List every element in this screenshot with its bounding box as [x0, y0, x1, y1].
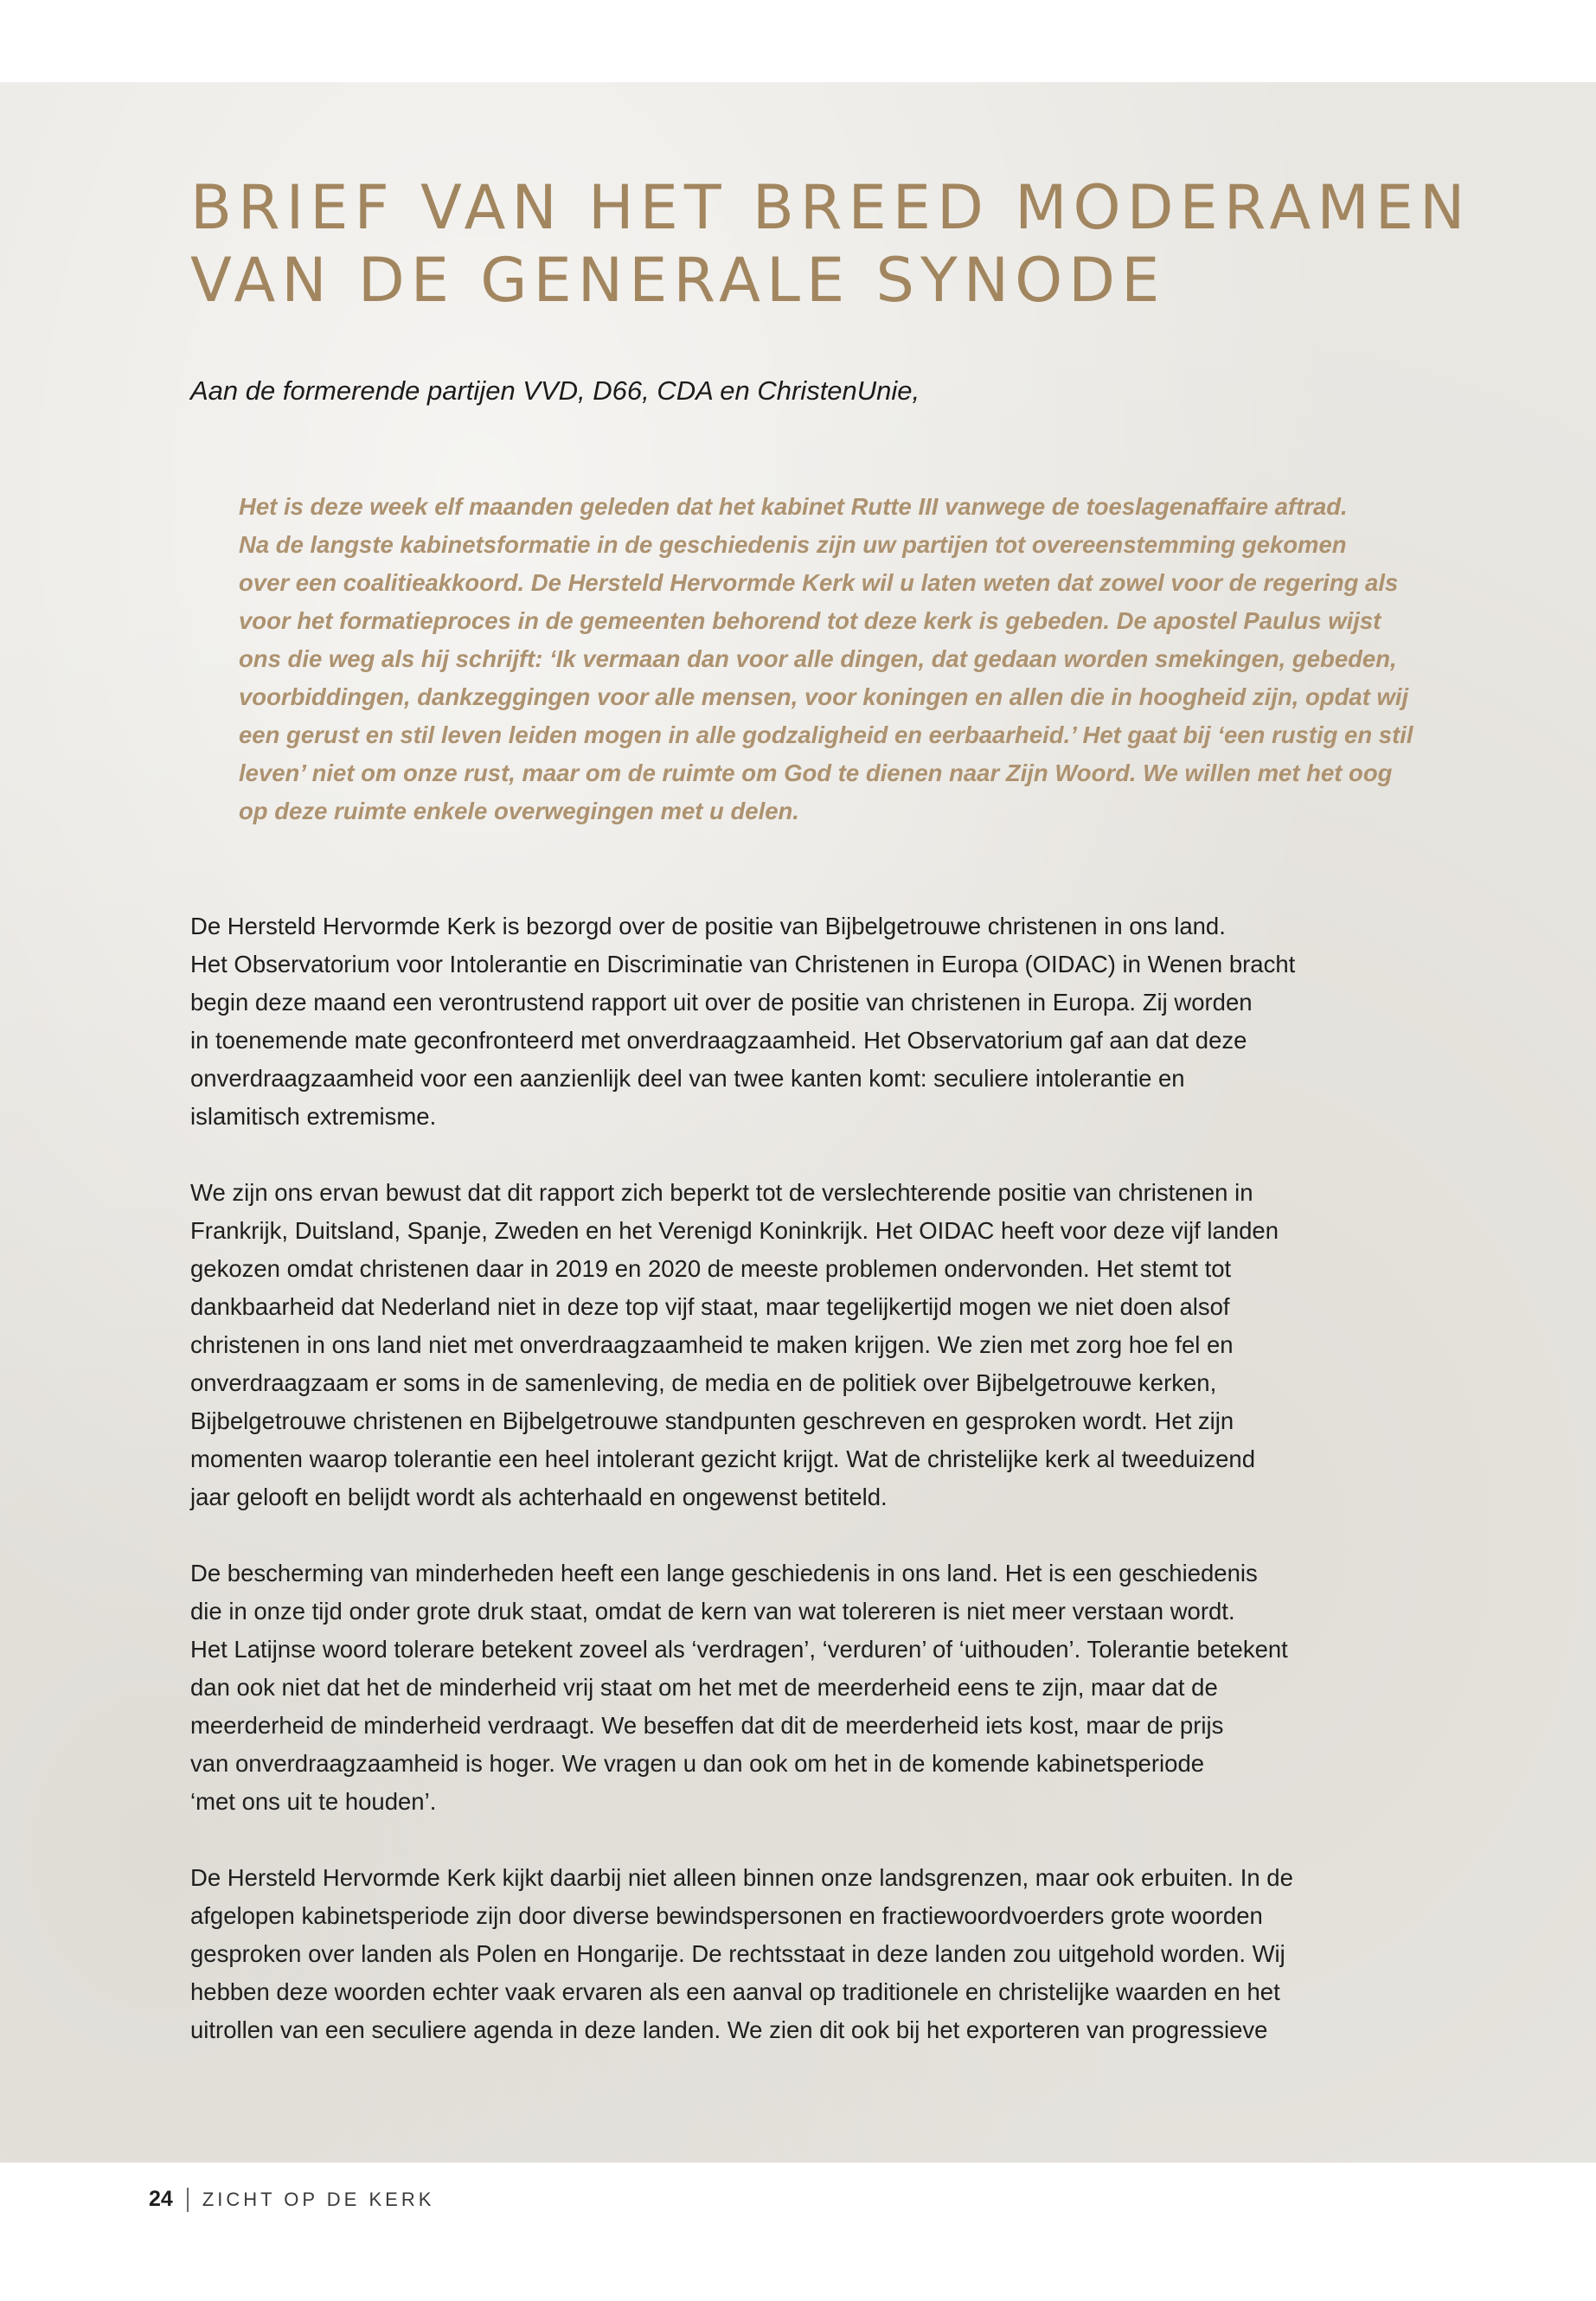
text-line: afgelopen kabinetsperiode zijn door diverse bewindspersonen en fractiewoordvoerders grote woorden — [190, 1902, 1263, 1929]
text-line: islamitisch extremisme. — [190, 1103, 437, 1130]
text-line: die in onze tijd onder grote druk staat, omdat de kern van wat tolereren is niet meer verstaan wordt. — [190, 1598, 1235, 1625]
text-line: dankbaarheid dat Nederland niet in deze top vijf staat, maar tegelijkertijd mogen we niet doen alsof — [190, 1293, 1230, 1320]
paragraph-4 — [190, 1859, 1419, 2049]
text-line: Het Observatorium voor Intolerantie en Discriminatie van Christenen in Europa (OIDAC) in Wenen bracht — [190, 951, 1296, 977]
text-line: Het Latijnse woord tolerare betekent zoveel als ‘verdragen’, ‘verduren’ of ‘uithouden’. Tolerantie betekent — [190, 1636, 1288, 1663]
text-line: hebben deze woorden echter vaak ervaren als een aanval op traditionele en christelijke waarden en het — [190, 1978, 1280, 2005]
title-line: VAN DE GENERALE SYNODE — [190, 245, 1166, 316]
paragraph-1 — [190, 907, 1419, 1136]
text-line: Bijbelgetrouwe christenen en Bijbelgetrouwe standpunten geschreven en gesproken wordt. Het zijn — [190, 1407, 1234, 1434]
text-line: ‘met ons uit te houden’. — [190, 1788, 437, 1815]
text-line: gesproken over landen als Polen en Hongarije. De rechtsstaat in deze landen zou uitgehold worden. Wij — [190, 1940, 1285, 1967]
text-line: onverdraagzaamheid voor een aanzienlijk deel van twee kanten komt: seculiere intolerantie en — [190, 1065, 1185, 1092]
text-line: dan ook niet dat het de minderheid vrij staat om het met de meerderheid eens te zijn, maar dat de — [190, 1674, 1218, 1701]
intro-line: Na de langste kabinetsformatie in de geschiedenis zijn uw partijen tot overeenstemming gekomen — [239, 531, 1347, 558]
text-line: momenten waarop tolerantie een heel intolerant gezicht krijgt. Wat de christelijke kerk al tweeduizend — [190, 1445, 1256, 1472]
paragraph-3 — [190, 1554, 1419, 1821]
intro-line: voor het formatieproces in de gemeenten behorend tot deze kerk is gebeden. De apostel Paulus wijst — [239, 607, 1381, 634]
intro-line: Het is deze week elf maanden geleden dat het kabinet Rutte III vanwege de toeslagenaffaire aftrad. — [239, 493, 1348, 520]
salutation: Aan de formerende partijen VVD, D66, CDA en ChristenUnie, — [190, 375, 920, 406]
text-line: De Hersteld Hervormde Kerk is bezorgd over de positie van Bijbelgetrouwe christenen in ons land. — [190, 913, 1226, 939]
text-line: christenen in ons land niet met onverdraagzaamheid te maken krijgen. We zien met zorg hoe fel en — [190, 1331, 1234, 1358]
publication-name: ZICHT OP DE KERK — [202, 2188, 435, 2210]
text-line: Frankrijk, Duitsland, Spanje, Zweden en het Verenigd Koninkrijk. Het OIDAC heeft voor deze vijf landen — [190, 1217, 1279, 1244]
text-line: De Hersteld Hervormde Kerk kijkt daarbij niet alleen binnen onze landsgrenzen, maar ook erbuiten. In de — [190, 1864, 1293, 1891]
title-line: BRIEF VAN HET BREED MODERAMEN — [190, 172, 1471, 243]
intro-line: over een coalitieakkoord. De Hersteld Hervormde Kerk wil u laten weten dat zowel voor de regering als — [239, 569, 1399, 596]
text-line: begin deze maand een verontrustend rapport uit over de positie van christenen in Europa. Zij worden — [190, 989, 1253, 1016]
intro-line: voorbiddingen, dankzeggingen voor alle mensen, voor koningen en allen die in hoogheid zijn, opdat wij — [239, 683, 1409, 710]
body-text — [190, 907, 1419, 2087]
text-line: uitrollen van een seculiere agenda in deze landen. We zien dit ook bij het exporteren van progressieve — [190, 2016, 1268, 2043]
intro-line: een gerust en stil leven leiden mogen in alle godzaligheid en eerbaarheid.’ Het gaat bij ‘een rustig en stil — [239, 721, 1413, 748]
page-footer — [149, 2187, 434, 2212]
text-line: We zijn ons ervan bewust dat dit rapport zich beperkt tot de verslechterende positie van christenen in — [190, 1179, 1253, 1206]
text-line: jaar gelooft en belijdt wordt als achterhaald en ongewenst betiteld. — [190, 1484, 888, 1510]
intro-line: leven’ niet om onze rust, maar om de ruimte om God te dienen naar Zijn Woord. We willen met het oog — [239, 760, 1393, 786]
footer-divider — [187, 2188, 189, 2212]
text-line: gekozen omdat christenen daar in 2019 en 2020 de meeste problemen ondervonden. Het stemt tot — [190, 1255, 1232, 1282]
intro-quote — [239, 488, 1467, 830]
article-title — [190, 171, 1488, 317]
page-number: 24 — [149, 2187, 173, 2211]
text-line: De bescherming van minderheden heeft een lange geschiedenis in ons land. Het is een geschiedenis — [190, 1560, 1258, 1586]
text-line: meerderheid de minderheid verdraagt. We beseffen dat dit de meerderheid iets kost, maar de prijs — [190, 1712, 1224, 1739]
text-line: onverdraagzaam er soms in de samenleving, de media en de politiek over Bijbelgetrouwe kerken, — [190, 1369, 1217, 1396]
text-line: van onverdraagzaamheid is hoger. We vragen u dan ook om het in de komende kabinetsperiode — [190, 1750, 1205, 1777]
intro-line: op deze ruimte enkele overwegingen met u delen. — [239, 798, 799, 824]
intro-line: ons die weg als hij schrijft: ‘Ik vermaan dan voor alle dingen, dat gedaan worden smekingen, gebeden, — [239, 645, 1397, 672]
paragraph-2 — [190, 1174, 1419, 1516]
text-line: in toenemende mate geconfronteerd met onverdraagzaamheid. Het Observatorium gaf aan dat deze — [190, 1027, 1247, 1054]
